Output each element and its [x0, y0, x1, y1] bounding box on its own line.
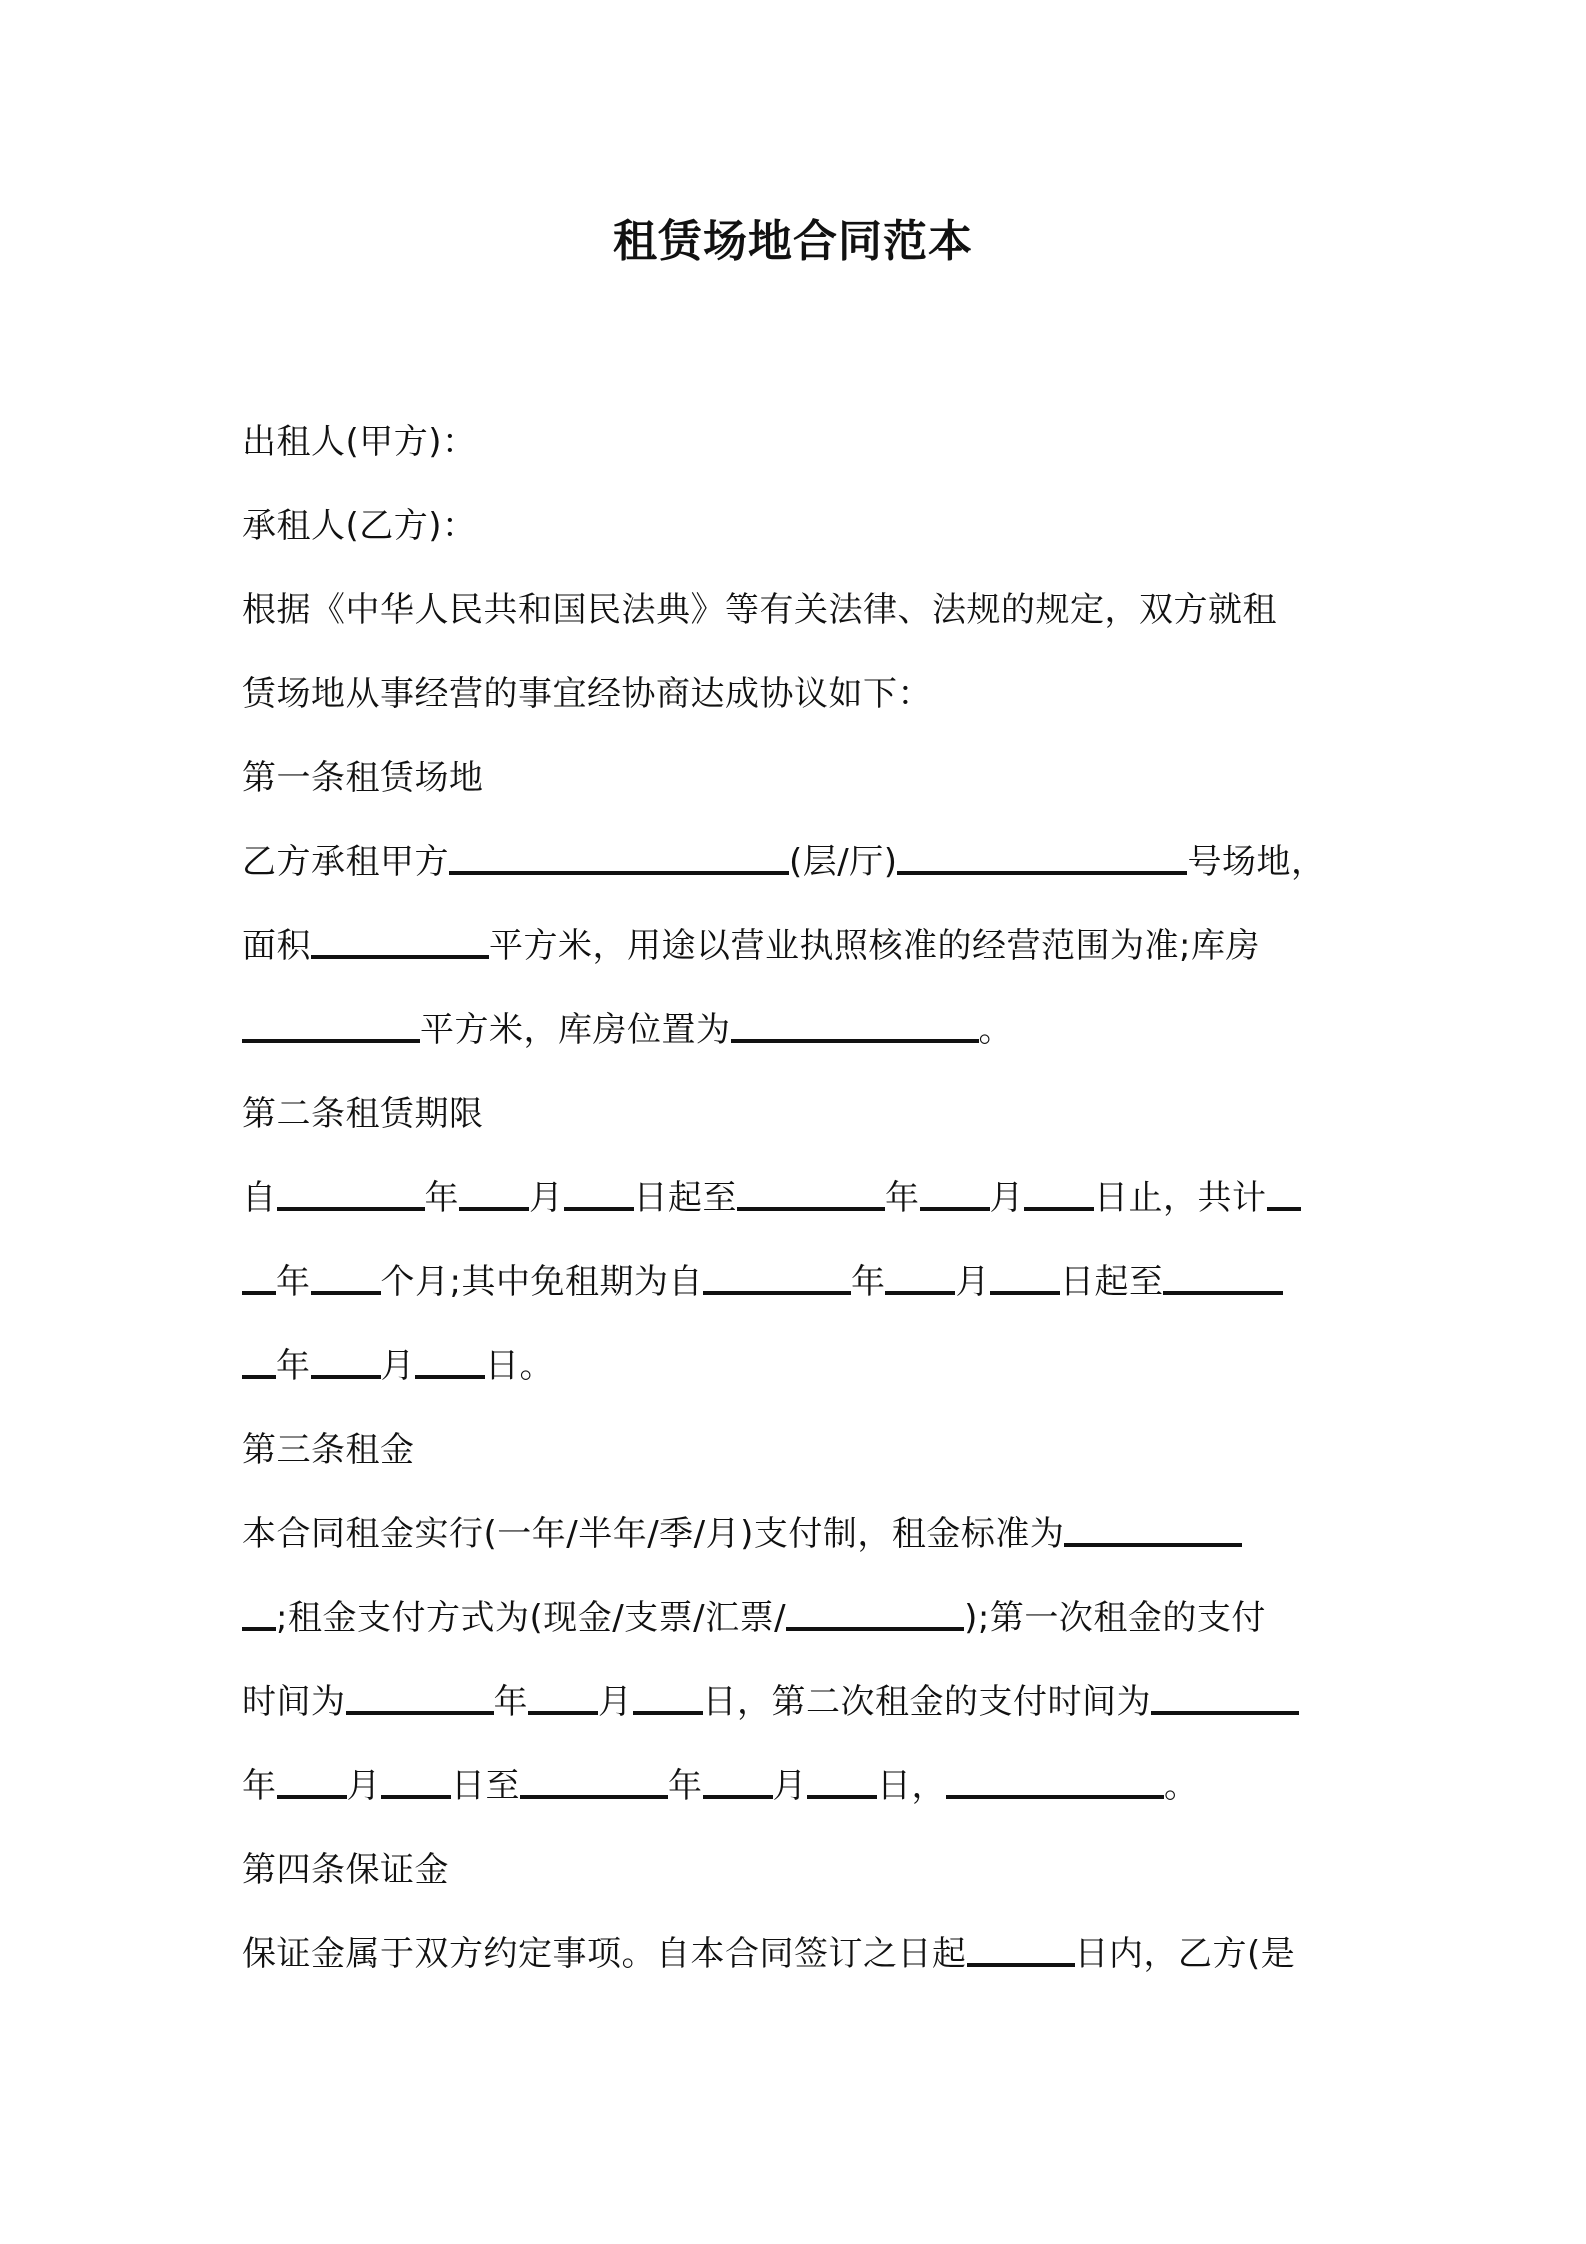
- fill-blank: [415, 1375, 485, 1379]
- article3-text: 月: [598, 1682, 633, 1722]
- fill-blank: [528, 1711, 598, 1715]
- article1-text: (层/厅): [789, 842, 898, 882]
- article3-text: 日至: [451, 1766, 520, 1806]
- article4-line-1: [242, 1912, 1362, 1996]
- fill-blank: [737, 1207, 885, 1211]
- article2-heading: [242, 1072, 1362, 1156]
- article2-text: 日止，共计: [1094, 1178, 1267, 1218]
- fill-blank: [703, 1291, 851, 1295]
- article3-text: 月: [772, 1766, 807, 1806]
- intro-text-2: 赁场地从事经营的事宜经协商达成协议如下：: [242, 674, 932, 714]
- article4-text: 日内，乙方(是: [1074, 1934, 1296, 1974]
- intro-line-1: [242, 568, 1362, 652]
- article2-line-1: [242, 1156, 1362, 1240]
- fill-blank: [897, 871, 1187, 875]
- document-title: 租赁场地合同范本: [613, 216, 973, 267]
- article2-heading-text: 第二条租赁期限: [242, 1094, 484, 1134]
- article1-text: 乙方承租甲方: [242, 842, 449, 882]
- fill-blank: [1151, 1711, 1299, 1715]
- lessor-line: [242, 400, 1362, 484]
- article3-text: 本合同租金实行(一年/半年/季/月)支付制，租金标准为: [242, 1514, 1065, 1554]
- fill-blank: [633, 1711, 703, 1715]
- fill-blank: [990, 1291, 1060, 1295]
- fill-blank: [311, 955, 489, 959]
- fill-blank: [277, 1207, 425, 1211]
- fill-blank: [242, 1039, 420, 1043]
- fill-blank: [564, 1207, 634, 1211]
- article3-text: 日，: [877, 1766, 946, 1806]
- article3-text: 日，第二次租金的支付时间为: [702, 1682, 1151, 1722]
- article1-text: 面积: [242, 926, 311, 966]
- fill-blank: [1064, 1543, 1242, 1547]
- article3-text: 年: [242, 1766, 277, 1806]
- article3-heading-text: 第三条租金: [242, 1430, 415, 1470]
- document-body: [242, 400, 1362, 1996]
- lessee-line: [242, 484, 1362, 568]
- fill-blank: [449, 871, 789, 875]
- fill-blank: [459, 1207, 529, 1211]
- article2-text: 日。: [485, 1346, 554, 1386]
- article2-text: 年: [885, 1178, 920, 1218]
- fill-blank: [242, 1291, 276, 1295]
- article2-text: 月: [955, 1262, 990, 1302]
- article1-heading: [242, 736, 1362, 820]
- article2-text: 日起至: [1059, 1262, 1164, 1302]
- intro-text-1: 根据《中华人民共和国民法典》等有关法律、法规的规定，双方就租: [242, 590, 1277, 630]
- article1-text: 。: [978, 1010, 1013, 1050]
- lessee-label: 承租人(乙方)：: [242, 506, 477, 546]
- fill-blank: [885, 1291, 955, 1295]
- article1-text: 平方米，库房位置为: [420, 1010, 731, 1050]
- lessor-label: 出租人(甲方)：: [242, 422, 477, 462]
- article2-text: 月: [380, 1346, 415, 1386]
- article3-text: 年: [668, 1766, 703, 1806]
- article3-text: 时间为: [242, 1682, 346, 1722]
- fill-blank: [242, 1627, 276, 1631]
- article2-line-3: [242, 1324, 1362, 1408]
- fill-blank: [786, 1627, 964, 1631]
- article3-text: );第一次租金的支付: [964, 1598, 1266, 1638]
- article1-line-2: [242, 904, 1362, 988]
- fill-blank: [731, 1039, 979, 1043]
- article1-text: 号场地，: [1187, 842, 1326, 882]
- article3-text: 。: [1164, 1766, 1199, 1806]
- article2-line-2: [242, 1240, 1362, 1324]
- article3-line-3: [242, 1660, 1362, 1744]
- article2-text: 个月;其中免租期为自: [380, 1262, 703, 1302]
- fill-blank: [1267, 1207, 1301, 1211]
- article1-line-1: [242, 820, 1362, 904]
- article3-line-1: [242, 1492, 1362, 1576]
- article4-heading-text: 第四条保证金: [242, 1850, 449, 1890]
- article2-text: 自: [242, 1178, 277, 1218]
- article2-text: 年: [850, 1262, 886, 1302]
- fill-blank: [807, 1795, 877, 1799]
- fill-blank: [346, 1711, 494, 1715]
- fill-blank: [381, 1795, 451, 1799]
- article2-text: 月: [529, 1178, 564, 1218]
- fill-blank: [277, 1795, 347, 1799]
- fill-blank: [1163, 1291, 1283, 1295]
- article2-text: 年: [276, 1262, 311, 1302]
- intro-line-2: [242, 652, 1362, 736]
- fill-blank: [520, 1795, 668, 1799]
- article3-heading: [242, 1408, 1362, 1492]
- fill-blank: [311, 1291, 381, 1295]
- article3-text: 年: [493, 1682, 528, 1722]
- article2-text: 月: [989, 1178, 1024, 1218]
- article2-text: 年: [276, 1346, 311, 1386]
- fill-blank: [703, 1795, 773, 1799]
- article2-text: 日起至: [633, 1178, 737, 1218]
- fill-blank: [920, 1207, 990, 1211]
- article3-line-4: [242, 1744, 1362, 1828]
- article1-text: 平方米，用途以营业执照核准的经营范围为准;库房: [489, 926, 1260, 966]
- fill-blank: [946, 1795, 1164, 1799]
- fill-blank: [311, 1375, 381, 1379]
- fill-blank: [242, 1375, 276, 1379]
- article2-text: 年: [424, 1178, 459, 1218]
- article3-line-2: [242, 1576, 1362, 1660]
- article4-text: 保证金属于双方约定事项。自本合同签订之日起: [242, 1934, 967, 1974]
- article1-heading-text: 第一条租赁场地: [242, 758, 484, 798]
- article4-heading: [242, 1828, 1362, 1912]
- article3-text: ;租金支付方式为(现金/支票/汇票/: [276, 1598, 787, 1638]
- fill-blank: [1024, 1207, 1094, 1211]
- article1-line-3: [242, 988, 1362, 1072]
- fill-blank: [967, 1963, 1075, 1967]
- article3-text: 月: [346, 1766, 381, 1806]
